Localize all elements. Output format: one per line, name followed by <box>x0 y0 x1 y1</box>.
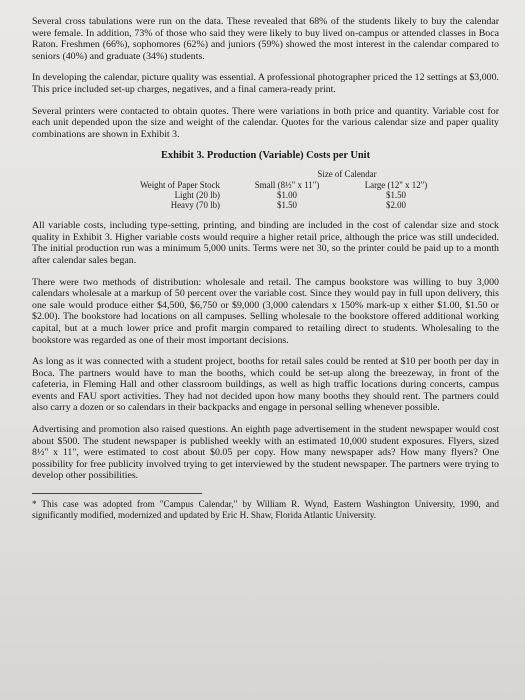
column-header-large: Large (12" x 12") <box>364 179 428 190</box>
cell-light-large: $1.50 <box>386 189 406 200</box>
row-label-light: Light (20 lb) <box>174 189 220 200</box>
cell-light-small: $1.00 <box>277 189 297 200</box>
paragraph-distribution: There were two methods of distribution: wholesale and retail. The campus bookstore was willing to buy 3,000 calendars wholesale at a markup of 50 percent over the variable cost. Since they would pay in full upon delivery, this one sale would produce either $4,500, $6,750 or $9,000 (3,000 calendars x 150% mark-up x either $1.00, $1.50 or $2.00). The bookstore had locations on all campuses. Selling wholesale to the bookstore offered additional working capital, but at a much lower price and profit margin compared to retailing direct to students. Wholesaling to the bookstore was regarded as one of their most important decisions. <box>32 276 499 346</box>
cell-heavy-large: $2.00 <box>386 199 406 210</box>
paragraph-printers: Several printers were contacted to obtain quotes. There were variations in both price and quantity. Variable cost for each unit depended upon the size and weight of the calendar. Quotes for the various calendar size and paper quality combinations are shown in Exhibit 3. <box>32 105 499 140</box>
production-cost-table <box>110 169 456 210</box>
paragraph-booths: As long as it was connected with a student project, booths for retail sales could be rented at $10 per booth per day in Boca. The partners would have to man the booths, which could be set-up along the breezeway, in front of the cafeteria, in Fleming Hall and other classroom buildings, as well as high traffic locations during concerts, campus events and FAU sport activities. They had not decided upon how many booths they should rent. The partners could also carry a dozen or so calendars in their backpacks and engage in personal selling whenever possible. <box>32 356 499 414</box>
cell-heavy-small: $1.50 <box>277 199 297 210</box>
row-label-heavy: Heavy (70 lb) <box>170 199 220 210</box>
exhibit-title: Exhibit 3. Production (Variable) Costs per Unit <box>160 150 371 162</box>
paragraph-advertising: Advertising and promotion also raised questions. An eighth page advertisement in the student newspaper would cost about $500. The student newspaper is published weekly with an estimated 10,000 student exposures. Flyers, sized 8½" x 11", were estimated to cost about $0.05 per copy. How many newspaper ads? How many flyers? One possibility for free publicity involved trying to get interviewed by the student newspaper. The partners were trying to develop other possibilities. <box>32 424 499 482</box>
footnote: * This case was adopted from "Campus Calendar," by William R. Wynd, Eastern Washington University, 1990, and significantly modified, modernized and updated by Eric H. Shaw, Florida Atlantic University. <box>32 499 499 521</box>
footnote-divider <box>32 493 202 494</box>
table-row <box>110 200 456 210</box>
table-header-row <box>110 180 456 190</box>
column-header-small: Small (8½" x 11") <box>254 179 320 190</box>
paper-weight-header: Weight of Paper Stock <box>140 179 220 190</box>
table-row <box>110 190 456 200</box>
size-of-calendar-header: Size of Calendar <box>317 169 377 180</box>
paragraph-picture-quality: In developing the calendar, picture quality was essential. A professional photographer priced the 12 settings at $3,000. This price included set-up charges, negatives, and a final camera-ready print. <box>32 72 499 95</box>
paragraph-variable-costs: All variable costs, including type-setting, printing, and binding are included in the cost of calendar size and stock quality in Exhibit 3. Higher variable costs would require a higher retail price, although the price was still undecided. The initial production run was a minimum 5,000 units. Terms were net 30, so the printer could be paid up to a month after calendar sales began. <box>32 220 499 266</box>
paragraph-cross-tabulations: Several cross tabulations were run on the data. These revealed that 68% of the students likely to buy the calendar were female. In addition, 73% of those who said they were likely to buy lived on-campus or attended classes in Boca Raton. Freshmen (66%), sophomores (62%) and juniors (59%) showed the most interest in the calendar compared to seniors (40%) and graduate (34%) students. <box>32 16 499 62</box>
table-header-row-size <box>110 169 456 179</box>
